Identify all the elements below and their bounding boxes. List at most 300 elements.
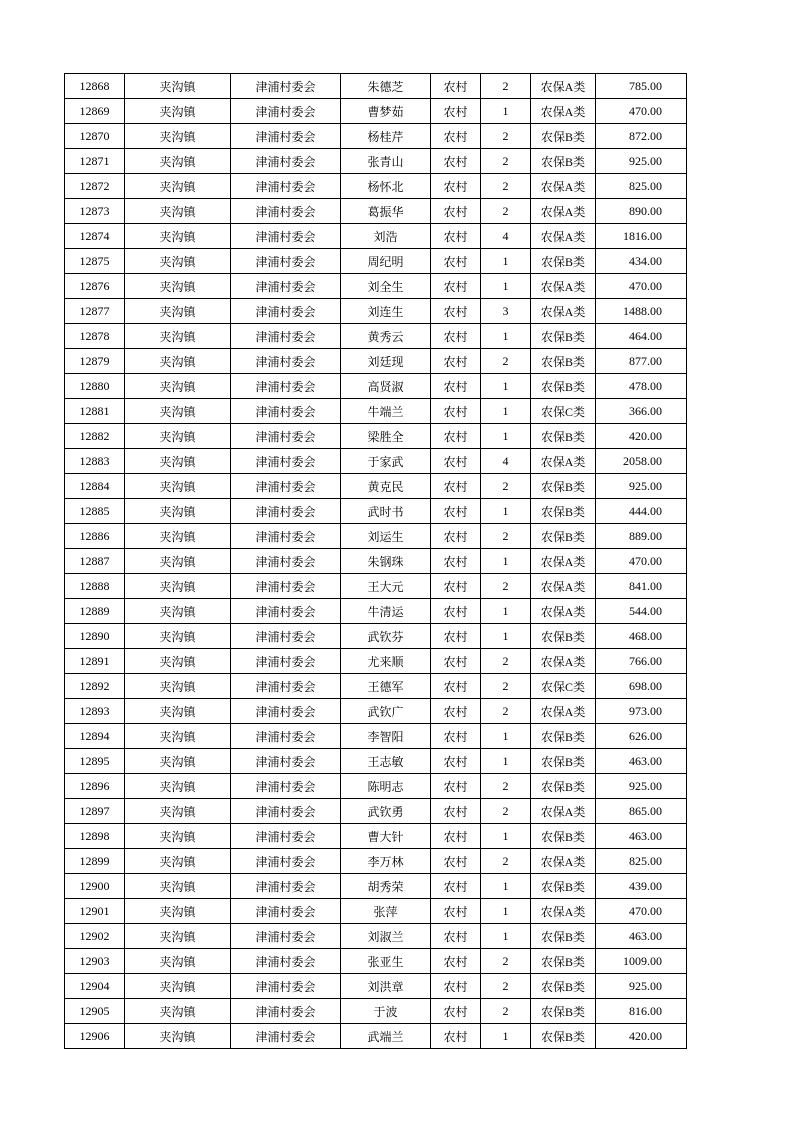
- cell-town: 夹沟镇: [125, 899, 231, 924]
- cell-type: 农村: [431, 649, 481, 674]
- table-row: [65, 274, 687, 299]
- cell-id: 12880: [65, 374, 125, 399]
- cell-town: 夹沟镇: [125, 949, 231, 974]
- cell-village: 津浦村委会: [231, 949, 341, 974]
- cell-count: 1: [481, 624, 531, 649]
- table-row: [65, 899, 687, 924]
- cell-id: 12881: [65, 399, 125, 424]
- cell-category: 农保A类: [531, 549, 596, 574]
- cell-count: 2: [481, 774, 531, 799]
- cell-amount: 872.00: [596, 124, 687, 149]
- cell-type: 农村: [431, 424, 481, 449]
- cell-amount: 877.00: [596, 349, 687, 374]
- cell-amount: 925.00: [596, 474, 687, 499]
- cell-category: 农保C类: [531, 674, 596, 699]
- cell-count: 4: [481, 224, 531, 249]
- cell-amount: 825.00: [596, 174, 687, 199]
- cell-village: 津浦村委会: [231, 674, 341, 699]
- table-row: [65, 174, 687, 199]
- cell-type: 农村: [431, 524, 481, 549]
- cell-count: 1: [481, 274, 531, 299]
- cell-village: 津浦村委会: [231, 124, 341, 149]
- cell-count: 1: [481, 749, 531, 774]
- cell-town: 夹沟镇: [125, 874, 231, 899]
- cell-village: 津浦村委会: [231, 149, 341, 174]
- cell-amount: 2058.00: [596, 449, 687, 474]
- cell-count: 2: [481, 949, 531, 974]
- cell-type: 农村: [431, 1024, 481, 1049]
- cell-village: 津浦村委会: [231, 199, 341, 224]
- cell-village: 津浦村委会: [231, 899, 341, 924]
- cell-type: 农村: [431, 249, 481, 274]
- cell-name: 刘浩: [341, 224, 431, 249]
- cell-village: 津浦村委会: [231, 349, 341, 374]
- table-row: [65, 399, 687, 424]
- cell-village: 津浦村委会: [231, 849, 341, 874]
- cell-village: 津浦村委会: [231, 374, 341, 399]
- cell-town: 夹沟镇: [125, 449, 231, 474]
- cell-category: 农保A类: [531, 99, 596, 124]
- cell-village: 津浦村委会: [231, 699, 341, 724]
- cell-village: 津浦村委会: [231, 424, 341, 449]
- cell-village: 津浦村委会: [231, 599, 341, 624]
- cell-town: 夹沟镇: [125, 424, 231, 449]
- cell-town: 夹沟镇: [125, 799, 231, 824]
- cell-type: 农村: [431, 949, 481, 974]
- cell-id: 12898: [65, 824, 125, 849]
- cell-amount: 1488.00: [596, 299, 687, 324]
- cell-type: 农村: [431, 224, 481, 249]
- cell-count: 2: [481, 149, 531, 174]
- cell-type: 农村: [431, 824, 481, 849]
- cell-id: 12903: [65, 949, 125, 974]
- cell-name: 尤来顺: [341, 649, 431, 674]
- cell-amount: 444.00: [596, 499, 687, 524]
- cell-type: 农村: [431, 674, 481, 699]
- cell-amount: 766.00: [596, 649, 687, 674]
- cell-town: 夹沟镇: [125, 524, 231, 549]
- cell-id: 12901: [65, 899, 125, 924]
- cell-town: 夹沟镇: [125, 674, 231, 699]
- cell-town: 夹沟镇: [125, 1024, 231, 1049]
- table-row: [65, 199, 687, 224]
- cell-id: 12906: [65, 1024, 125, 1049]
- cell-amount: 420.00: [596, 424, 687, 449]
- cell-count: 2: [481, 999, 531, 1024]
- cell-id: 12876: [65, 274, 125, 299]
- cell-name: 刘运生: [341, 524, 431, 549]
- cell-village: 津浦村委会: [231, 324, 341, 349]
- cell-village: 津浦村委会: [231, 874, 341, 899]
- table-row: [65, 224, 687, 249]
- cell-town: 夹沟镇: [125, 299, 231, 324]
- cell-type: 农村: [431, 999, 481, 1024]
- cell-category: 农保B类: [531, 474, 596, 499]
- cell-category: 农保B类: [531, 499, 596, 524]
- cell-amount: 973.00: [596, 699, 687, 724]
- cell-name: 牛端兰: [341, 399, 431, 424]
- cell-count: 2: [481, 524, 531, 549]
- cell-id: 12900: [65, 874, 125, 899]
- cell-id: 12869: [65, 99, 125, 124]
- cell-id: 12875: [65, 249, 125, 274]
- cell-id: 12888: [65, 574, 125, 599]
- cell-category: 农保A类: [531, 274, 596, 299]
- cell-id: 12877: [65, 299, 125, 324]
- cell-amount: 785.00: [596, 74, 687, 99]
- cell-name: 曹大针: [341, 824, 431, 849]
- table-row: [65, 674, 687, 699]
- cell-town: 夹沟镇: [125, 474, 231, 499]
- cell-amount: 366.00: [596, 399, 687, 424]
- cell-type: 农村: [431, 574, 481, 599]
- cell-name: 王大元: [341, 574, 431, 599]
- cell-id: 12883: [65, 449, 125, 474]
- cell-category: 农保B类: [531, 974, 596, 999]
- table-body: [65, 74, 687, 1049]
- cell-name: 于波: [341, 999, 431, 1024]
- cell-town: 夹沟镇: [125, 699, 231, 724]
- cell-id: 12892: [65, 674, 125, 699]
- cell-village: 津浦村委会: [231, 449, 341, 474]
- table-row: [65, 324, 687, 349]
- cell-village: 津浦村委会: [231, 549, 341, 574]
- table-row: [65, 424, 687, 449]
- table-row: [65, 749, 687, 774]
- cell-count: 2: [481, 174, 531, 199]
- cell-village: 津浦村委会: [231, 624, 341, 649]
- cell-type: 农村: [431, 149, 481, 174]
- cell-village: 津浦村委会: [231, 499, 341, 524]
- cell-village: 津浦村委会: [231, 74, 341, 99]
- cell-category: 农保B类: [531, 924, 596, 949]
- cell-id: 12891: [65, 649, 125, 674]
- table-row: [65, 599, 687, 624]
- cell-village: 津浦村委会: [231, 1024, 341, 1049]
- cell-category: 农保B类: [531, 824, 596, 849]
- table-row: [65, 799, 687, 824]
- cell-name: 牛清运: [341, 599, 431, 624]
- cell-name: 刘全生: [341, 274, 431, 299]
- cell-type: 农村: [431, 599, 481, 624]
- cell-type: 农村: [431, 849, 481, 874]
- cell-village: 津浦村委会: [231, 924, 341, 949]
- cell-category: 农保A类: [531, 299, 596, 324]
- cell-category: 农保B类: [531, 949, 596, 974]
- cell-category: 农保A类: [531, 449, 596, 474]
- cell-name: 武钦勇: [341, 799, 431, 824]
- cell-amount: 434.00: [596, 249, 687, 274]
- cell-category: 农保A类: [531, 849, 596, 874]
- cell-category: 农保B类: [531, 874, 596, 899]
- cell-amount: 470.00: [596, 549, 687, 574]
- cell-amount: 626.00: [596, 724, 687, 749]
- cell-name: 高贤淑: [341, 374, 431, 399]
- cell-amount: 544.00: [596, 599, 687, 624]
- cell-type: 农村: [431, 399, 481, 424]
- cell-category: 农保A类: [531, 224, 596, 249]
- cell-village: 津浦村委会: [231, 974, 341, 999]
- cell-type: 农村: [431, 899, 481, 924]
- cell-name: 张亚生: [341, 949, 431, 974]
- cell-count: 1: [481, 374, 531, 399]
- cell-id: 12902: [65, 924, 125, 949]
- cell-category: 农保B类: [531, 149, 596, 174]
- cell-name: 于家武: [341, 449, 431, 474]
- cell-name: 胡秀荣: [341, 874, 431, 899]
- table-row: [65, 949, 687, 974]
- cell-village: 津浦村委会: [231, 299, 341, 324]
- cell-count: 1: [481, 899, 531, 924]
- cell-name: 曹梦茹: [341, 99, 431, 124]
- table-row: [65, 574, 687, 599]
- cell-id: 12870: [65, 124, 125, 149]
- cell-id: 12894: [65, 724, 125, 749]
- cell-amount: 1816.00: [596, 224, 687, 249]
- cell-town: 夹沟镇: [125, 974, 231, 999]
- cell-type: 农村: [431, 174, 481, 199]
- cell-village: 津浦村委会: [231, 274, 341, 299]
- cell-town: 夹沟镇: [125, 99, 231, 124]
- cell-type: 农村: [431, 624, 481, 649]
- cell-town: 夹沟镇: [125, 574, 231, 599]
- cell-id: 12879: [65, 349, 125, 374]
- cell-category: 农保A类: [531, 174, 596, 199]
- cell-id: 12904: [65, 974, 125, 999]
- cell-town: 夹沟镇: [125, 824, 231, 849]
- cell-town: 夹沟镇: [125, 749, 231, 774]
- cell-name: 杨桂芹: [341, 124, 431, 149]
- table-row: [65, 999, 687, 1024]
- cell-amount: 463.00: [596, 824, 687, 849]
- cell-count: 2: [481, 199, 531, 224]
- cell-category: 农保A类: [531, 199, 596, 224]
- cell-count: 1: [481, 399, 531, 424]
- cell-name: 武钦芬: [341, 624, 431, 649]
- cell-name: 李智阳: [341, 724, 431, 749]
- cell-town: 夹沟镇: [125, 599, 231, 624]
- cell-count: 2: [481, 74, 531, 99]
- cell-type: 农村: [431, 199, 481, 224]
- cell-category: 农保A类: [531, 649, 596, 674]
- cell-type: 农村: [431, 724, 481, 749]
- cell-count: 1: [481, 724, 531, 749]
- cell-count: 2: [481, 799, 531, 824]
- cell-type: 农村: [431, 749, 481, 774]
- cell-count: 2: [481, 649, 531, 674]
- cell-id: 12873: [65, 199, 125, 224]
- cell-id: 12872: [65, 174, 125, 199]
- cell-count: 1: [481, 249, 531, 274]
- cell-count: 2: [481, 474, 531, 499]
- cell-category: 农保A类: [531, 699, 596, 724]
- cell-village: 津浦村委会: [231, 474, 341, 499]
- cell-id: 12895: [65, 749, 125, 774]
- cell-count: 1: [481, 99, 531, 124]
- cell-category: 农保B类: [531, 749, 596, 774]
- cell-count: 1: [481, 874, 531, 899]
- table-row: [65, 774, 687, 799]
- table-row: [65, 624, 687, 649]
- cell-name: 杨怀北: [341, 174, 431, 199]
- cell-name: 刘淑兰: [341, 924, 431, 949]
- cell-id: 12868: [65, 74, 125, 99]
- cell-village: 津浦村委会: [231, 649, 341, 674]
- cell-town: 夹沟镇: [125, 199, 231, 224]
- cell-amount: 463.00: [596, 749, 687, 774]
- cell-id: 12882: [65, 424, 125, 449]
- cell-category: 农保A类: [531, 574, 596, 599]
- cell-category: 农保B类: [531, 349, 596, 374]
- cell-name: 黄秀云: [341, 324, 431, 349]
- cell-town: 夹沟镇: [125, 374, 231, 399]
- cell-type: 农村: [431, 699, 481, 724]
- cell-count: 2: [481, 974, 531, 999]
- cell-count: 1: [481, 924, 531, 949]
- cell-village: 津浦村委会: [231, 824, 341, 849]
- cell-type: 农村: [431, 99, 481, 124]
- cell-category: 农保B类: [531, 249, 596, 274]
- cell-village: 津浦村委会: [231, 799, 341, 824]
- cell-town: 夹沟镇: [125, 324, 231, 349]
- cell-type: 农村: [431, 74, 481, 99]
- cell-village: 津浦村委会: [231, 999, 341, 1024]
- cell-amount: 865.00: [596, 799, 687, 824]
- cell-type: 农村: [431, 474, 481, 499]
- cell-id: 12905: [65, 999, 125, 1024]
- cell-count: 4: [481, 449, 531, 474]
- cell-type: 农村: [431, 349, 481, 374]
- table-row: [65, 1024, 687, 1049]
- cell-town: 夹沟镇: [125, 349, 231, 374]
- table-row: [65, 299, 687, 324]
- table-row: [65, 649, 687, 674]
- cell-amount: 925.00: [596, 974, 687, 999]
- cell-amount: 470.00: [596, 274, 687, 299]
- cell-category: 农保B类: [531, 999, 596, 1024]
- cell-town: 夹沟镇: [125, 249, 231, 274]
- cell-count: 1: [481, 424, 531, 449]
- cell-count: 2: [481, 699, 531, 724]
- cell-amount: 890.00: [596, 199, 687, 224]
- cell-id: 12890: [65, 624, 125, 649]
- cell-town: 夹沟镇: [125, 274, 231, 299]
- cell-count: 1: [481, 549, 531, 574]
- cell-category: 农保C类: [531, 399, 596, 424]
- cell-category: 农保B类: [531, 374, 596, 399]
- cell-category: 农保B类: [531, 124, 596, 149]
- cell-type: 农村: [431, 974, 481, 999]
- cell-town: 夹沟镇: [125, 999, 231, 1024]
- cell-category: 农保B类: [531, 624, 596, 649]
- cell-amount: 463.00: [596, 924, 687, 949]
- cell-amount: 698.00: [596, 674, 687, 699]
- cell-type: 农村: [431, 124, 481, 149]
- cell-amount: 468.00: [596, 624, 687, 649]
- cell-name: 武时书: [341, 499, 431, 524]
- cell-name: 朱钢珠: [341, 549, 431, 574]
- cell-town: 夹沟镇: [125, 149, 231, 174]
- cell-id: 12893: [65, 699, 125, 724]
- cell-name: 张青山: [341, 149, 431, 174]
- cell-amount: 464.00: [596, 324, 687, 349]
- cell-village: 津浦村委会: [231, 224, 341, 249]
- cell-category: 农保B类: [531, 1024, 596, 1049]
- cell-amount: 925.00: [596, 149, 687, 174]
- cell-count: 2: [481, 574, 531, 599]
- cell-name: 刘洪章: [341, 974, 431, 999]
- table-row: [65, 474, 687, 499]
- cell-amount: 925.00: [596, 774, 687, 799]
- benefits-table: [64, 73, 687, 1049]
- cell-town: 夹沟镇: [125, 74, 231, 99]
- table-row: [65, 699, 687, 724]
- cell-name: 王志敏: [341, 749, 431, 774]
- cell-count: 1: [481, 824, 531, 849]
- cell-town: 夹沟镇: [125, 624, 231, 649]
- cell-amount: 470.00: [596, 99, 687, 124]
- cell-name: 葛振华: [341, 199, 431, 224]
- table-row: [65, 374, 687, 399]
- cell-village: 津浦村委会: [231, 724, 341, 749]
- table-row: [65, 524, 687, 549]
- cell-name: 刘廷现: [341, 349, 431, 374]
- cell-id: 12886: [65, 524, 125, 549]
- cell-id: 12899: [65, 849, 125, 874]
- cell-name: 朱德芝: [341, 74, 431, 99]
- cell-type: 农村: [431, 874, 481, 899]
- table-row: [65, 824, 687, 849]
- cell-name: 周纪明: [341, 249, 431, 274]
- cell-amount: 1009.00: [596, 949, 687, 974]
- cell-category: 农保B类: [531, 324, 596, 349]
- cell-count: 1: [481, 1024, 531, 1049]
- cell-id: 12889: [65, 599, 125, 624]
- cell-town: 夹沟镇: [125, 549, 231, 574]
- cell-amount: 816.00: [596, 999, 687, 1024]
- cell-id: 12896: [65, 774, 125, 799]
- table-row: [65, 499, 687, 524]
- cell-count: 2: [481, 674, 531, 699]
- cell-category: 农保B类: [531, 724, 596, 749]
- cell-village: 津浦村委会: [231, 774, 341, 799]
- cell-category: 农保B类: [531, 774, 596, 799]
- table-row: [65, 149, 687, 174]
- cell-village: 津浦村委会: [231, 524, 341, 549]
- table-row: [65, 549, 687, 574]
- table-row: [65, 924, 687, 949]
- cell-count: 3: [481, 299, 531, 324]
- table-row: [65, 349, 687, 374]
- table-row: [65, 974, 687, 999]
- cell-category: 农保A类: [531, 899, 596, 924]
- cell-category: 农保A类: [531, 599, 596, 624]
- cell-category: 农保B类: [531, 424, 596, 449]
- cell-village: 津浦村委会: [231, 174, 341, 199]
- cell-village: 津浦村委会: [231, 574, 341, 599]
- cell-name: 陈明志: [341, 774, 431, 799]
- cell-type: 农村: [431, 449, 481, 474]
- cell-name: 李万林: [341, 849, 431, 874]
- cell-count: 1: [481, 599, 531, 624]
- cell-type: 农村: [431, 924, 481, 949]
- cell-count: 2: [481, 849, 531, 874]
- cell-town: 夹沟镇: [125, 499, 231, 524]
- cell-type: 农村: [431, 324, 481, 349]
- table-row: [65, 249, 687, 274]
- cell-type: 农村: [431, 274, 481, 299]
- cell-village: 津浦村委会: [231, 749, 341, 774]
